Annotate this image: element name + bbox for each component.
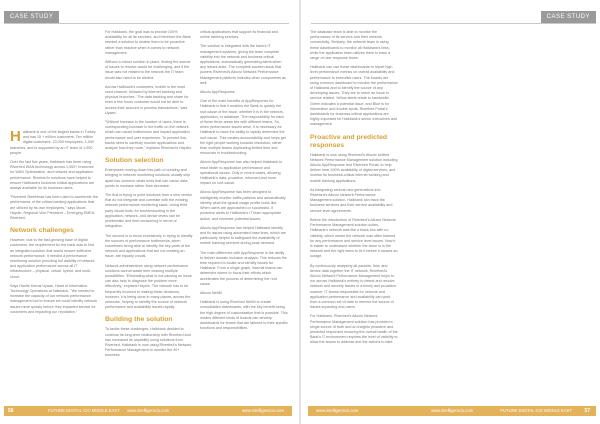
paragraph: Says Hanife Kemal Uyaan, Head of Information Technology Operations at Halkbank, "We needed to increase the capacity of our network performance management tool to ensure we could identify network issues more quickly before they impacted service for customers and impacting our reputation." [10,283,98,314]
paragraph: For Halkbank, the goal was to provide 100% availability for all its services, and therefore the Bank needed a solution to enable them to be proactive rather than reactive when it comes to network management. [105,30,191,55]
paragraph: The database team is able to monitor the performance of its servers and their network connectivity. Similarly, the network team is using these dashboards to monitor all Halkbank's links, while the application team utilizes them to track a range of user response times. [310,30,391,61]
footer-brand-left: FUTURE DIGITAL CIO MIDDLE EAST [48,408,120,413]
paragraph: Alluvio AppResponse has been designed to intelligently monitor traffic patterns and automatically identify what the typical usage profile looks like. When users are approached or successful, it proactive alerts to Halkbank's IT team appropriate action, and minimize potential issues. [200,190,286,221]
paragraph: To tackle these challenges, Halkbank decided to continue its long-term relationship with Riverbed and has increased its capability using solutions from Riverbed. Halkbank is now using Riverbed's Network Performance Management to monitor the 40+ business [105,327,192,358]
header-rule-right [311,23,596,24]
paragraph: For Halkbank, Riverbed's Alluvio Network Performance Management solution has provided a single source of truth and an insights proactive and predicted responses ensuring the overall health of the Bank's IT environment requires the level of visibility to allow the issues to address and the actions to take. [310,314,398,345]
section-heading-proactive-responses: Proactive and predicted responses [310,133,388,149]
footer-url-left-center[interactable]: www.intelligentcio.com [126,408,170,413]
paragraph: Enterprises moving down this path of creating and bringing in network monitoring solutions usually ship apart two common deals ends that can cause data points to increase rather than decrease. [105,168,191,188]
paragraph: However, due to the fast-growing base of digital customers, the requirement for the bank was to find an integrated solution that would ensure sufficient network performance. It needed a performance monitoring solution providing full visibility of network and application performance across all IT infrastructure – physical, virtual, hybrid, and multi-cloud. [10,238,95,279]
section-tag-left: CASE STUDY [4,11,59,23]
paragraph: Across Halkbank's customers, mobile is the most used channel, followed by internet banking and physical branches. 'The data banking and share for even a few hours customer would not be able to access their account or process transactions,' said Uyaan. [105,84,189,115]
paragraph: Without a robust solution in place, finding the source of issues to resolve would be challenging, and if the issue was not related to the network the IT team would also need to be alerted. [105,60,191,80]
paragraph: Network administrators using network performance solutions cannot waste time chasing multiple possibilities. 'Eliminating what is not causing an issue can also help to diagnose the problem more effectively,' explains Haydin. The network has to be frequently involved in making these decisions, however, it is being done in many places, across the networks, helping to identify the source of network performance and availability issues rapidly. [105,263,192,310]
section-heading-building-the-solution: Building the solution [105,316,173,324]
article-column-4 [310,30,398,400]
paragraph: The first is trying to point solutions from a new vendor that do not integrate and correlate with the existing network performance monitoring stack. Using third party visual tools, for troubleshooting in the application, network, and device levels can be problematic and time-consuming in terms of integration. [105,193,193,229]
paragraph: By continuously analyzing all packets, flow, and device data together the IT network, Riverbed's Alluvio Network Performance Management helps to run across Halkbank's entirety to detect and resolve network and security issues in a timely and proactive manner. IT teams responsible for network and application performance and availability can work from a common set of data to remove the source of issues impacting end-users. [310,263,397,310]
paragraph: critical applications that support its financial and online banking services. [200,30,278,40]
paragraph: The solution is integrated with the bank's IT management systems, giving the team complete visibility into the network and business critical applications, automatically generating alerts when any issues arise. The complete solution stack that powers Riverbed's Alluvio Network Performance Management platform includes other components as well. [200,44,286,85]
paragraph: As integrating various new generations into Riverbed's Alluvio Network Performance Management solution, Halkbank can track the business services and their service availability and service level agreements. [310,187,393,213]
footer-url-left[interactable]: www.intelligentcio.com [241,408,284,413]
footer-url-right-center[interactable]: www.intelligentcio.com [430,408,474,413]
paragraph: Halkbank is now using Riverbed's Alluvio Unified Network Performance Management solution including Alluvio AppResponse and Riverbed Portal, to help deliver near 100% availability of digital services, and monitor its business-critical internet banking and mobile banking applications. [310,152,398,183]
subheading-appresponse: Alluvio AppResponse [200,90,235,95]
paragraph: One of the main benefits of AppResponse for Halkbank is that it enables the Bank to quickly the root cause of the issue, whether it is in the network, application, or database. The responsibility for each of these three areas lies with different teams. So, when performance issues arise, it is necessary for Halkbank to have the ability to rapidly determine the root cause. This creates accountability and helps get the right people working towards resolution, rather than multiple teams duplicating limited time and resources in troubleshooting. [200,99,286,156]
article-column-3 [200,30,288,400]
footer-left [4,406,292,416]
intro-text: alkbank is one of the largest banks in Turkey and has 15 + million customers. Ten million digital customers, 23,000 employees, 1,000 branches, and is supported by an IT team of 1,000 people. [10,130,96,155]
article-column-2 [105,30,193,400]
paragraph: Before the introduction of Riverbed's Alluvio Network Performance Management solution suites, Halkbank's network was like a black box with no visibility, which meant the network was often blamed for any performance and service level issues. Now it is easier to understand whether the issue is in the network and the right team to fix it before it causes an outage. [310,217,398,259]
intro-paragraph [10,130,98,156]
section-tag-right: CASE STUDY [541,11,596,23]
paragraph: "Without increase in the number of users, there is corresponding increase in the traffic on the network which can cause bottlenecks and impact application performance and user experience. To prevent this, banks need to carefully monitor applications and analyze how they route," explains Riverbed's Haydin. [105,120,192,151]
footer-url-right[interactable]: www.intelligentcio.com [316,408,359,413]
page-gutter [299,0,301,424]
paragraph: Alluvio AppResponse has also helped Halkbank to react faster to application performance and operational issues. Only in recent cases, allowing Halkbank's data, proactive, informed and more impact on root cause. [200,160,283,186]
section-heading-network-challenges: Network challenges [10,227,74,235]
paragraph: Over the last five years, Halkbank has been using Riverbed WAN technology across 1,000+ branches for WAN Optimization, and network and application performance. Riverbed's solutions have helped to ensure Halkbank's business critical applications are always available for its business users. [10,160,95,191]
article-column-1 [10,130,98,400]
paragraph: Halkbank can use these dashboards to report high level performance metrics on overall availability and performance to executive users. The boards are using common dashboard to monitor the performance of Halkbank and to identify the source of any developing issues. They are to reach an issue to service related. Yellow alerts relate to bandwidth. Green indicates a potential issue, and Blue is for information and trouble spots. Riverbed Portal's dashboards for business-critical applications are highly important for Halkbank's senior executives and management. [310,65,398,127]
paragraph: The second is to focus excessively in trying to identify the sources of performance bottlenecks, when sometimes being able to identify the key parts of the network and applications that are not creating an issue, are equally crucial. [105,233,193,259]
paragraph: Alluvio AppResponse has helped Halkbank identify and fix issues using automated base lines, which are particularly helpful to safeguard the availability of mobile banking services during peak demand. [200,225,287,246]
page-number-right: 57 [584,408,590,414]
paragraph: Halkbank is using Riverbed NetIM to create consolidated dashboards, with the key benefit being the high degree of customization that is possible. This means different kinds of boards can develop dashboards for teams that are tailored to their specific functions and responsibilities. [200,300,288,331]
header-rule-left [4,23,289,24]
footer-right [308,406,596,416]
section-heading-solution-selection: Solution selection [105,157,164,165]
footer-brand-right: FUTURE DIGITAL CIO MIDDLE EAST [500,408,572,413]
subheading-netim: Alluvio NetIM [200,290,222,295]
paragraph: The main difference with AppResponse is the ability to deliver domain inclusion analysis. This reduces the time required to locate and identify issues for Halkbank. From a single graph, internal teams can determine where to focus their efforts which accelerates the process of determining the root cause. [200,250,288,286]
page-number-left: 56 [8,408,14,414]
drop-cap: H [10,130,21,145]
paragraph: "Riverbed SteelHead has been used to accelerate the performance of the critical banking applications that are utilized by its own employees," says Murat Haydin, Regional Vice President – Emerging EMEA, Riverbed. [10,195,98,221]
